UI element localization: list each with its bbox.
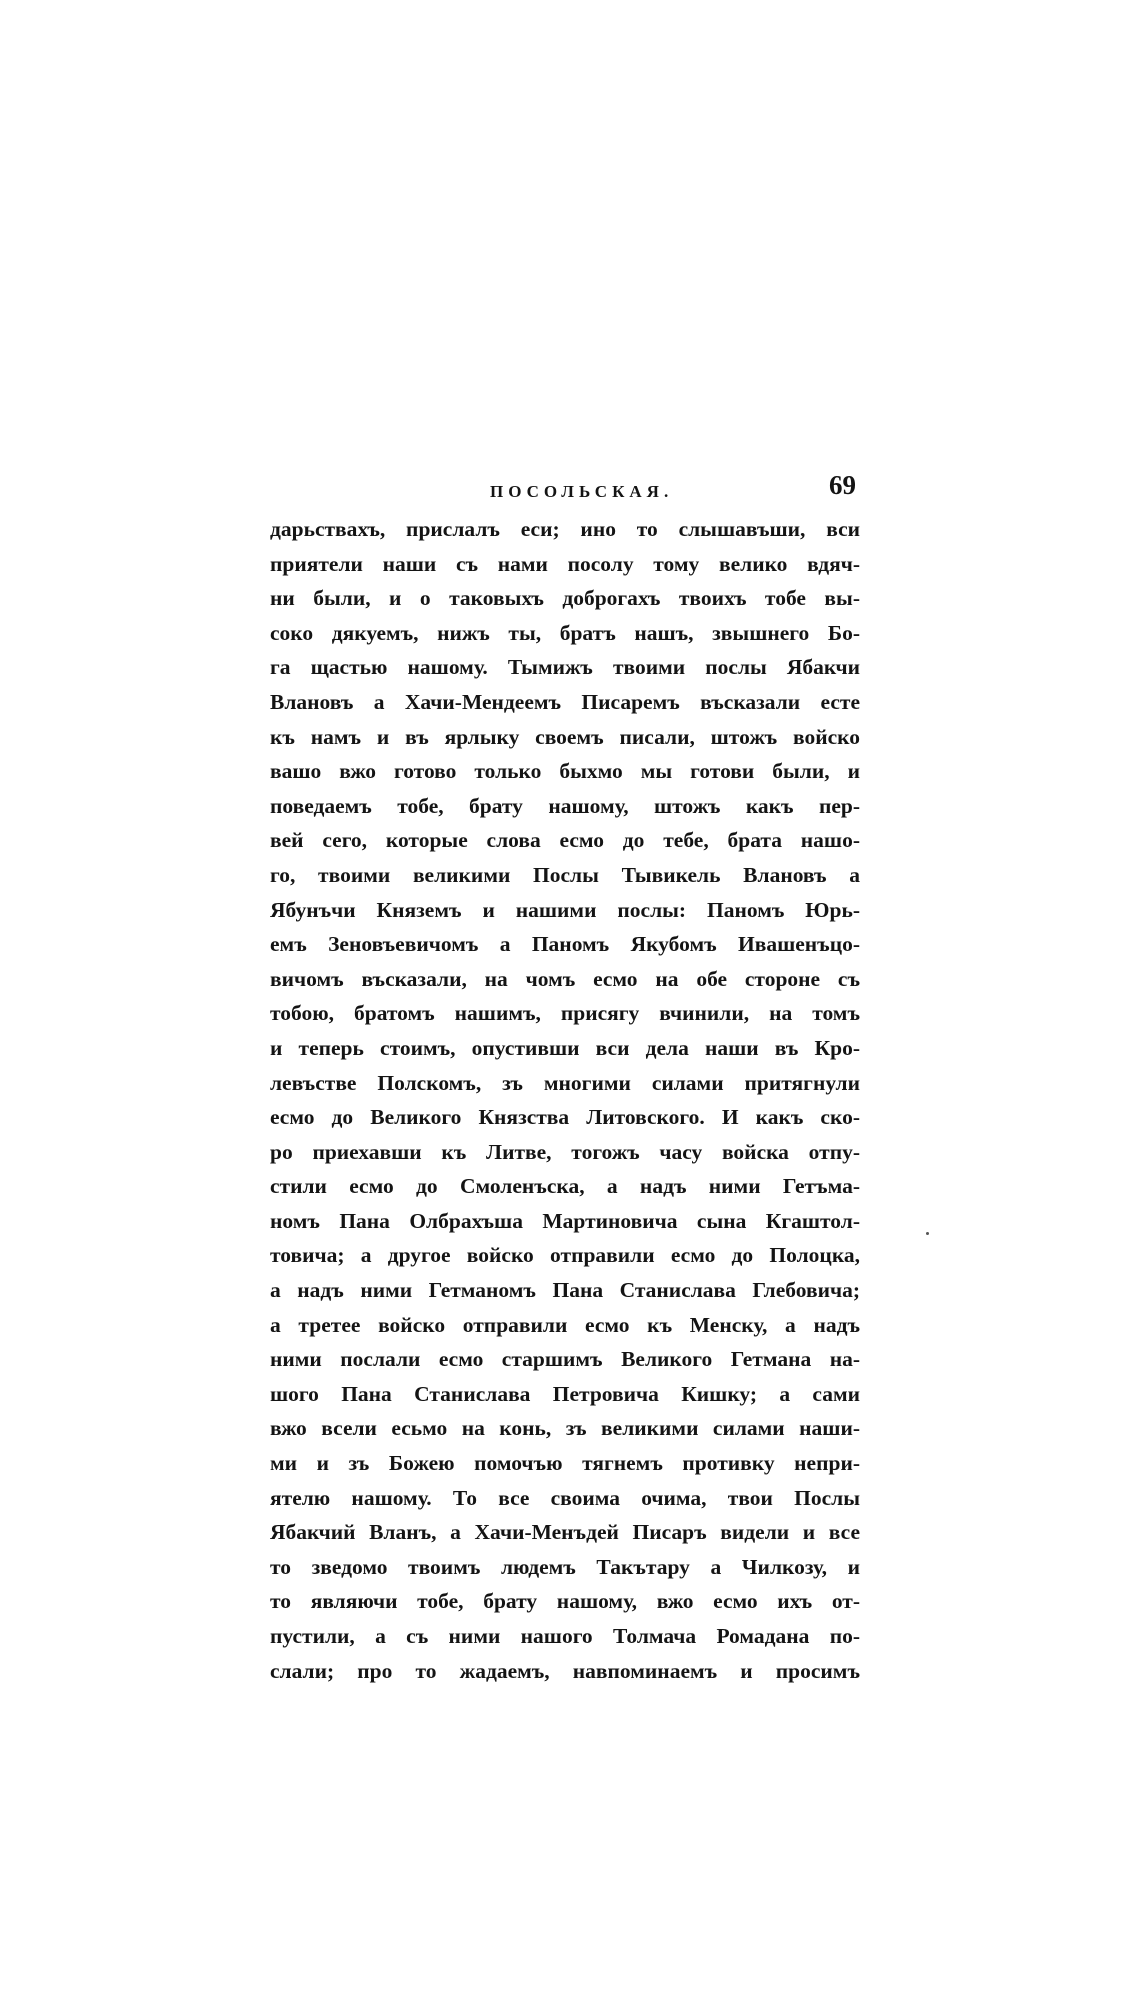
running-title: ПОСОЛЬСКАЯ.: [490, 482, 674, 501]
text-line: соко дякуемъ, нижъ ты, братъ нашъ, звышнего Бо-: [270, 620, 860, 645]
text-line: а надъ ними Гетманомъ Пана Станислава Глебовича;: [270, 1278, 860, 1303]
text-line: слали; про то жадаемъ, навпоминаемъ и просимъ: [270, 1658, 860, 1683]
text-line: дарьствахъ, прислалъ еси; ино то слышавъши, вси: [270, 517, 860, 541]
text-line: Ябакчий Вланъ, а Хачи-Менъдей Писаръ видели и все: [270, 1520, 860, 1545]
text-line: приятели наши съ нами посолу тому велико вдяч-: [270, 551, 860, 576]
text-line: ними послали есмо старшимъ Великого Гетмана на-: [270, 1347, 860, 1372]
text-line: къ намъ и въ ярлыку своемъ писали, штожъ войско: [270, 724, 860, 749]
text-line: емъ Зеновъевичомъ а Паномъ Якубомъ Ивашенъцо-: [270, 932, 860, 957]
text-line: есмо до Великого Князства Литовского. И какъ ско-: [270, 1105, 860, 1130]
text-line: поведаемъ тобе, брату нашому, штожъ какъ пер-: [270, 793, 860, 818]
text-line: вжо всели есьмо на конь, зъ великими силами наши-: [270, 1416, 860, 1441]
text-line: пустили, а съ ними нашого Толмача Ромадана по-: [270, 1624, 860, 1648]
body-text: [270, 512, 860, 1688]
text-line: стили есмо до Смоленъска, а надъ ними Гетъма-: [270, 1174, 860, 1199]
text-line: шого Пана Станислава Петровича Кишку; а сами: [270, 1381, 860, 1406]
text-line: то зведомо твоимъ людемъ Такътару а Чилкозу, и: [270, 1554, 860, 1579]
text-line: вей сего, которые слова есмо до тебе, брата нашо-: [270, 828, 860, 853]
text-line: вичомъ въсказали, на чомъ есмо на обе стороне съ: [270, 966, 860, 991]
text-line: га щастью нашому. Тымижъ твоими послы Ябакчи: [270, 655, 860, 680]
text-line: вашо вжо готово только быхмо мы готови были, и: [270, 759, 860, 784]
text-line: то являючи тобе, брату нашому, вжо есмо ихъ от-: [270, 1589, 860, 1614]
text-line: товича; а другое войско отправили есмо до Полоцка,: [270, 1243, 860, 1268]
paper-speck: [926, 1232, 929, 1235]
text-line: ро приехавши къ Литве, тогожъ часу войска отпу-: [270, 1139, 860, 1164]
text-line: левъстве Полскомъ, зъ многими силами притягнули: [270, 1070, 860, 1095]
text-line: Ябунъчи Княземъ и нашими послы: Паномъ Юрь-: [270, 897, 860, 922]
text-line: го, твоими великими Послы Тывикель Влановъ а: [270, 862, 860, 887]
text-line: и теперь стоимъ, опустивши вси дела наши въ Кро-: [270, 1035, 860, 1060]
text-line: Влановъ а Хачи-Мендеемъ Писаремъ въсказали есте: [270, 689, 860, 714]
text-line: а третее войско отправили есмо къ Менску, а надъ: [270, 1312, 860, 1337]
page-header: [270, 470, 860, 510]
text-line: ни были, и о таковыхъ доброгахъ твоихъ тобе вы-: [270, 586, 860, 611]
text-line: ми и зъ Божею помочъю тягнемъ противку непри-: [270, 1451, 860, 1476]
text-line: тобою, братомъ нашимъ, присягу вчинили, на томъ: [270, 1001, 860, 1026]
text-line: ятелю нашому. То все своима очима, твои Послы: [270, 1485, 860, 1510]
page-number: 69: [829, 470, 856, 500]
text-line: номъ Пана Олбрахъша Мартиновича сына Кгаштол-: [270, 1208, 860, 1233]
